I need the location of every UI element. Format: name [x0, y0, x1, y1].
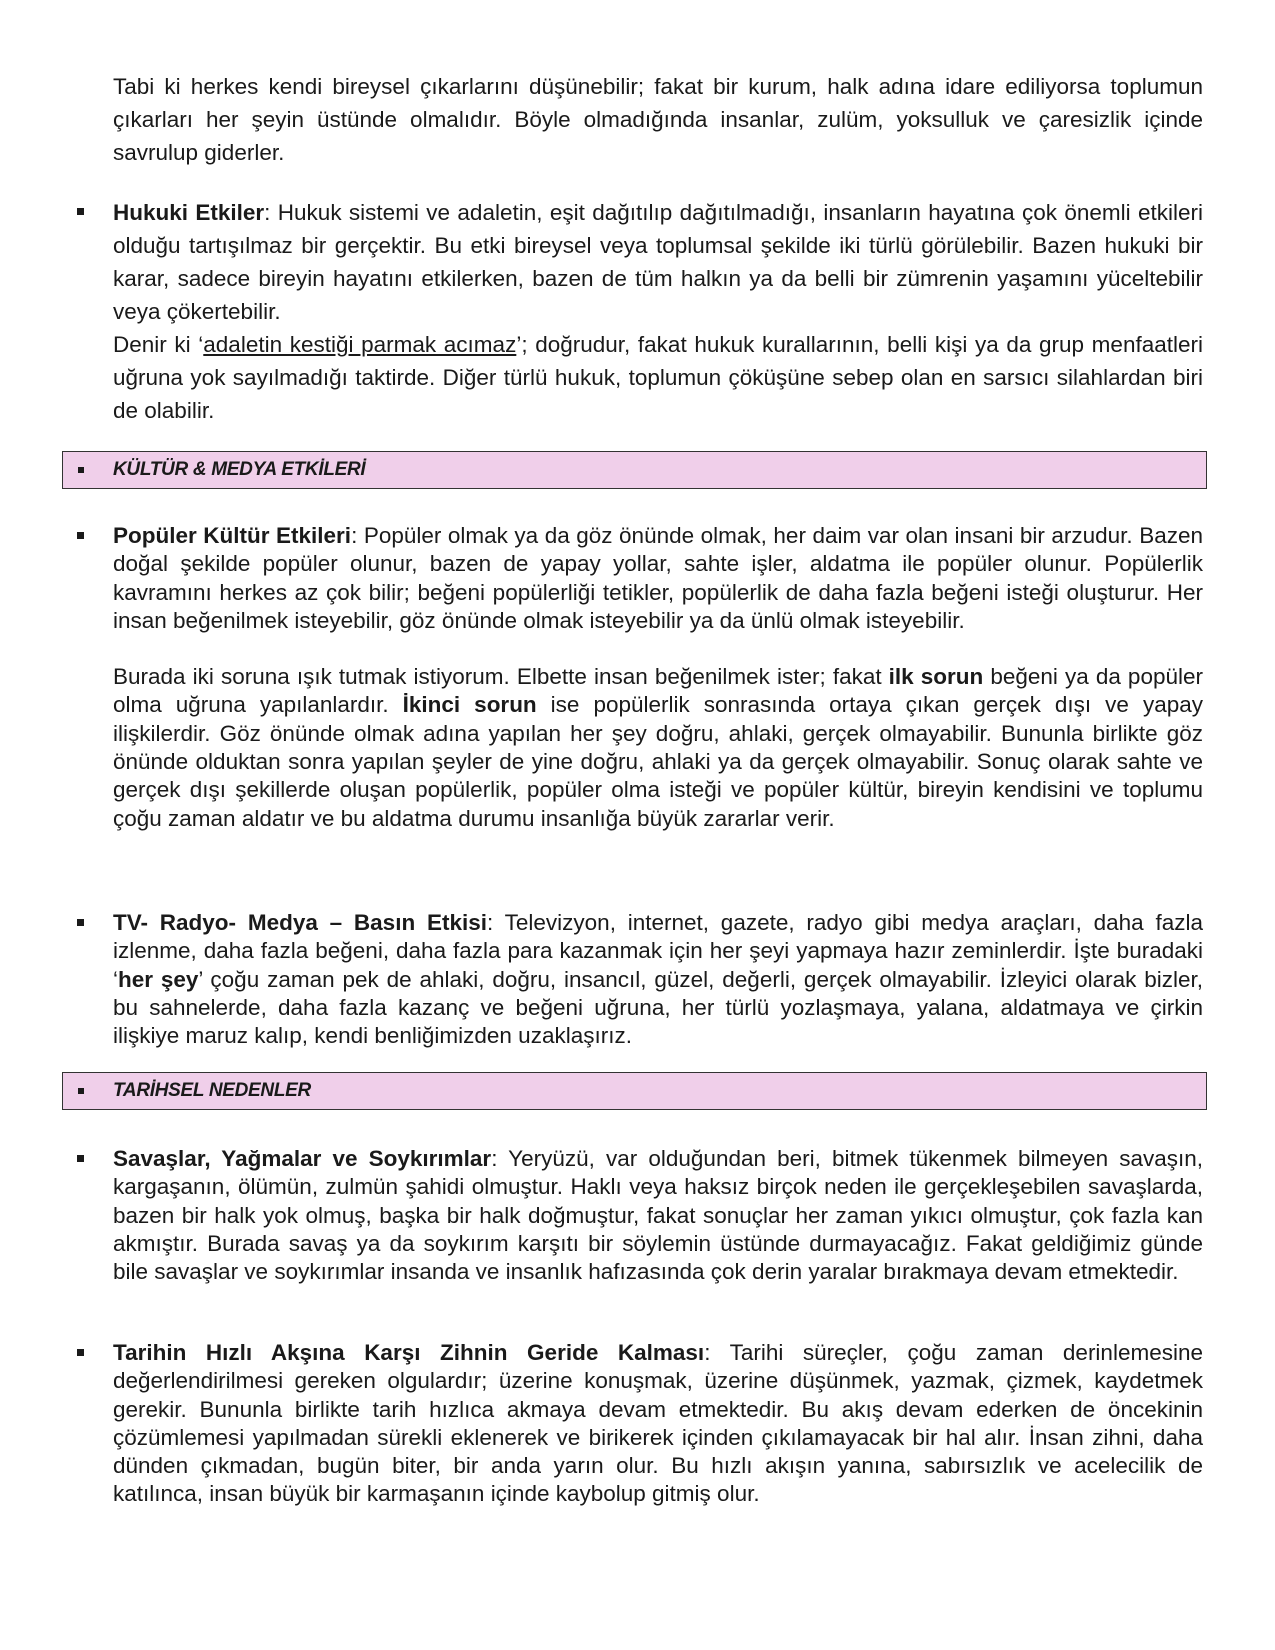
savas-title: Savaşlar, Yağmalar ve Soykırımlar [113, 1146, 492, 1171]
bullet-icon [77, 1155, 84, 1162]
hukuki-title: Hukuki Etkiler [113, 200, 265, 225]
section-header-tarihsel [62, 1072, 1207, 1110]
savas-paragraph [113, 1145, 1203, 1286]
section-bullet-icon [78, 467, 84, 473]
ikinci-sorun: İkinci sorun [402, 692, 537, 718]
populer-p2-a: Burada iki soruna ışık tutmak istiyorum. Elbette insan beğenilmek ister; fakat [113, 664, 889, 690]
populer-p2-c: beğeni ya da popüler olma uğruna yapılanlardır. [113, 664, 1203, 718]
populer-paragraph-1 [113, 522, 1203, 635]
populer-p2-e: ise popülerlik sonrasında ortaya çıkan gerçek dışı ve yapay ilişkilerdir. Göz önünde olmak adına yapılan her şey doğru, ahlaki, gerçek olmayabilir. Bununla birlikte göz önünde olduktan sonra yapılan şeyler de yine doğru, ahlaki ya da gerçek olmayabilir. Sonuç olarak sahte ve gerçek dışı şekillerde oluşan popülerlik, popüler olma isteği ve popüler kültür, bireyin kendisini ve toplumu çoğu zaman aldatır ve bu aldatma durumu insanlığa büyük zararlar verir. [113, 692, 1203, 831]
section-title: TARİHSEL NEDENLER [113, 1080, 311, 1101]
hukuki-etkiler-item [113, 196, 1203, 427]
hukuki-paragraph-2 [113, 328, 1203, 427]
tv-her-sey: her şey [118, 966, 199, 992]
hukuki-body: : Hukuk sistemi ve adaletin, eşit dağıtılıp dağıtılmadığı, insanların hayatına çok önemli etkileri olduğu tartışılmaz bir gerçektir. Bu etki bireysel veya toplumsal şekilde iki türlü görülebilir. Bazen hukuki bir karar, sadece bireyin hayatını etkilerken, bazen de tüm halkın ya da belli bir zümrenin yaşamını yüceltebilir veya çökertebilir. [113, 200, 1203, 324]
hukuki-p2-pre: Denir ki ‘ [113, 332, 204, 357]
bullet-icon [77, 532, 84, 539]
hukuki-paragraph-1 [113, 196, 1203, 328]
bullet-icon [77, 919, 84, 926]
tv-body-c: ’ çoğu zaman pek de ahlaki, doğru, insancıl, güzel, değerli, gerçek olmayabilir. İzleyici olarak bizler, bu sahnelerde, daha fazla kazanç ve beğeni uğruna, her türlü yozlaşmaya, yalana, aldatmaya ve çirkin ilişkiye maruz kalıp, kendi benliğimizden uzaklaşırız. [113, 966, 1203, 1049]
intro-paragraph [113, 70, 1203, 169]
populer-paragraph-2 [113, 663, 1203, 833]
populer-kultur-item [113, 522, 1203, 833]
tarih-title: Tarihin Hızlı Akşına Karşı Zihnin Geride Kalması [113, 1340, 705, 1365]
tarih-paragraph [113, 1339, 1203, 1509]
tv-title: TV- Radyo- Medya – Basın Etkisi [113, 910, 488, 935]
ilk-sorun: ilk sorun [888, 664, 984, 690]
section-header-kultur-medya [62, 451, 1207, 489]
populer-body: : Popüler olmak ya da göz önünde olmak, her daim var olan insani bir arzudur. Bazen doğal şekilde popüler olunur, bazen de yapay yollar, sahte işler, aldatma ile popüler olunur. Popülerlik kavramını herkes az çok bilir; beğeni popülerliği tetikler, popülerlik de daha fazla beğeni isteği oluşturur. Her insan beğenilmek isteyebilir, göz önünde olmak isteyebilir ya da ünlü olmak isteyebilir. [113, 523, 1203, 633]
tv-body-a: : Televizyon, internet, gazete, radyo gibi medya araçları, daha fazla izlenme, daha fazla beğeni, daha fazla para kazanmak için her şeyi yapmaya hazır zeminlerdir. İşte buradaki ‘ [113, 910, 1203, 992]
section-title: KÜLTÜR & MEDYA ETKİLERİ [113, 459, 366, 480]
populer-title: Popüler Kültür Etkileri [113, 523, 352, 548]
tv-radyo-item [113, 909, 1203, 1050]
savas-body: : Yeryüzü, var olduğundan beri, bitmek tükenmek bilmeyen savaşın, kargaşanın, ölümün, zulmün şahidi olmuştur. Haklı veya haksız birçok neden ile gerçekleşebilen savaşlarda, bazen bir halk yok olmuş, başka bir halk doğmuştur, fakat sonuçlar her zaman yıkıcı olmuştur, çok fazla kan akmıştır. Burada savaş ya da soykırım karşıtı bir söylemin üstünde durmayacağız. Fakat geldiğimiz günde bile savaşlar ve soykırımlar insanda ve insanlık hafızasında çok derin yaralar bırakmaya devam etmektedir. [113, 1146, 1204, 1285]
intro-text: Tabi ki herkes kendi bireysel çıkarlarını düşünebilir; fakat bir kurum, halk adına idare ediliyorsa toplumun çıkarları her şeyin üstünde olmalıdır. Böyle olmadığında insanlar, zulüm, yoksulluk ve çaresizlik içinde savrulup giderler. [113, 74, 1203, 165]
tarih-item [113, 1339, 1203, 1509]
tv-paragraph [113, 909, 1203, 1050]
hukuki-quote: adaletin kestiği parmak acımaz [203, 332, 517, 357]
section-bullet-icon [78, 1088, 84, 1094]
savaslar-item [113, 1145, 1203, 1286]
hukuki-p2-post: ’; doğrudur, fakat hukuk kurallarının, belli kişi ya da grup menfaatleri uğruna yok sayılmadığı taktirde. Diğer türlü hukuk, toplumun çöküşüne sebep olan en sarsıcı silahlardan biri de olabilir. [113, 332, 1203, 423]
bullet-icon [77, 1349, 84, 1356]
bullet-icon [77, 208, 84, 215]
tarih-body: : Tarihi süreçler, çoğu zaman derinlemesine değerlendirilmesi gereken olgulardır; üzerine konuşmak, üzerine düşünmek, yazmak, çizmek, kaydetmek gerekir. Bununla birlikte tarih hızlıca akmaya devam etmektedir. Bu akış devam ederken de öncekinin çözümlemesi yapılmadan sürekli eklenerek ve birikerek içinden çıkılamayacak bir hal alır. İnsan zihni, daha dünden çıkmadan, bugün biter, bir anda yarın olur. Bu hızlı akışın yanına, sabırsızlık ve acelecilik de katılınca, insan büyük bir karmaşanın içinde kaybolup gitmiş olur. [113, 1340, 1203, 1507]
